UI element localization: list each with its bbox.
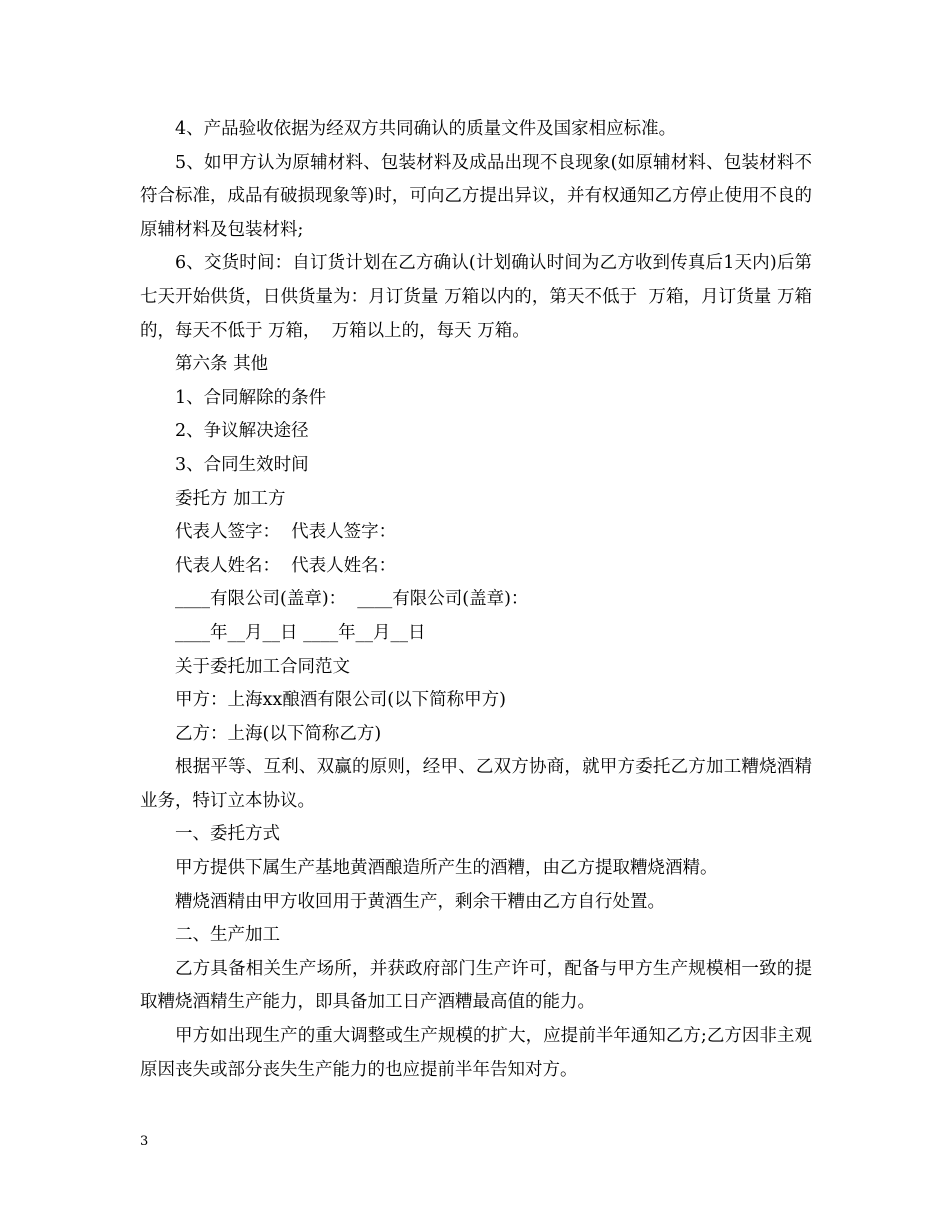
section-heading-other: 第六条 其他 [175, 354, 269, 375]
list-item-effective-time: 3、合同生效时间 [175, 454, 309, 475]
paragraph-preamble: 根据平等、互利、双赢的原则，经甲、乙双方协商，就甲方委托乙方加工糟烧酒精业务，特订立本协议。 [140, 757, 812, 811]
signature-name: 代表人姓名： 代表人姓名： [175, 555, 397, 576]
signature-parties: 委托方 加工方 [175, 488, 286, 509]
page-number: 3 [140, 1134, 149, 1149]
paragraph-defect-objection: 5、如甲方认为原辅材料、包装材料及成品出现不良现象(如原辅材料、包装材料不符合标准，成品有破损现象等)时，可向乙方提出异议，并有权通知乙方停止使用不良的原辅材料及包装材料; [140, 152, 812, 240]
paragraph-recovery: 糟烧酒精由甲方收回用于黄酒生产，剩余干糟由乙方自行处置。 [175, 891, 665, 912]
list-item-dispute: 2、争议解决途径 [175, 421, 309, 442]
list-item-termination: 1、合同解除的条件 [175, 387, 327, 408]
signature-date: ____年__月__日 ____年__月__日 [175, 622, 426, 643]
contract-title: 关于委托加工合同范文 [175, 656, 350, 677]
paragraph-delivery-time: 6、交货时间：自订货计划在乙方确认(计划确认时间为乙方收到传真后1天内)后第七天开始供货，日供货量为：月订货量 万箱以内的，第天不低于 万箱，月订货量 万箱的，每天不低于 万箱， 万箱以上的，每天 万箱。 [140, 253, 812, 341]
party-b: 乙方：上海(以下简称乙方) [175, 723, 382, 744]
paragraph-acceptance-basis: 4、产品验收依据为经双方共同确认的质量文件及国家相应标准。 [175, 119, 677, 139]
paragraph-adjustment-notice: 甲方如出现生产的重大调整或生产规模的扩大，应提前半年通知乙方;乙方因非主观原因丧失或部分丧失生产能力的也应提前半年告知对方。 [140, 1026, 812, 1080]
section-heading-entrust-method: 一、委托方式 [175, 824, 280, 845]
party-a: 甲方：上海xx酿酒有限公司(以下简称甲方) [175, 690, 506, 711]
section-heading-production: 二、生产加工 [175, 925, 280, 946]
signature-representative: 代表人签字： 代表人签字： [175, 522, 397, 543]
paragraph-supply: 甲方提供下属生产基地黄酒酿造所产生的酒糟，由乙方提取糟烧酒精。 [175, 858, 718, 879]
document-body [140, 113, 812, 1087]
paragraph-capacity: 乙方具备相关生产场所，并获政府部门生产许可，配备与甲方生产规模相一致的提取糟烧酒精生产能力，即具备加工日产酒糟最高值的能力。 [140, 958, 812, 1013]
signature-company-seal: ____有限公司(盖章)： ____有限公司(盖章)： [175, 589, 529, 610]
